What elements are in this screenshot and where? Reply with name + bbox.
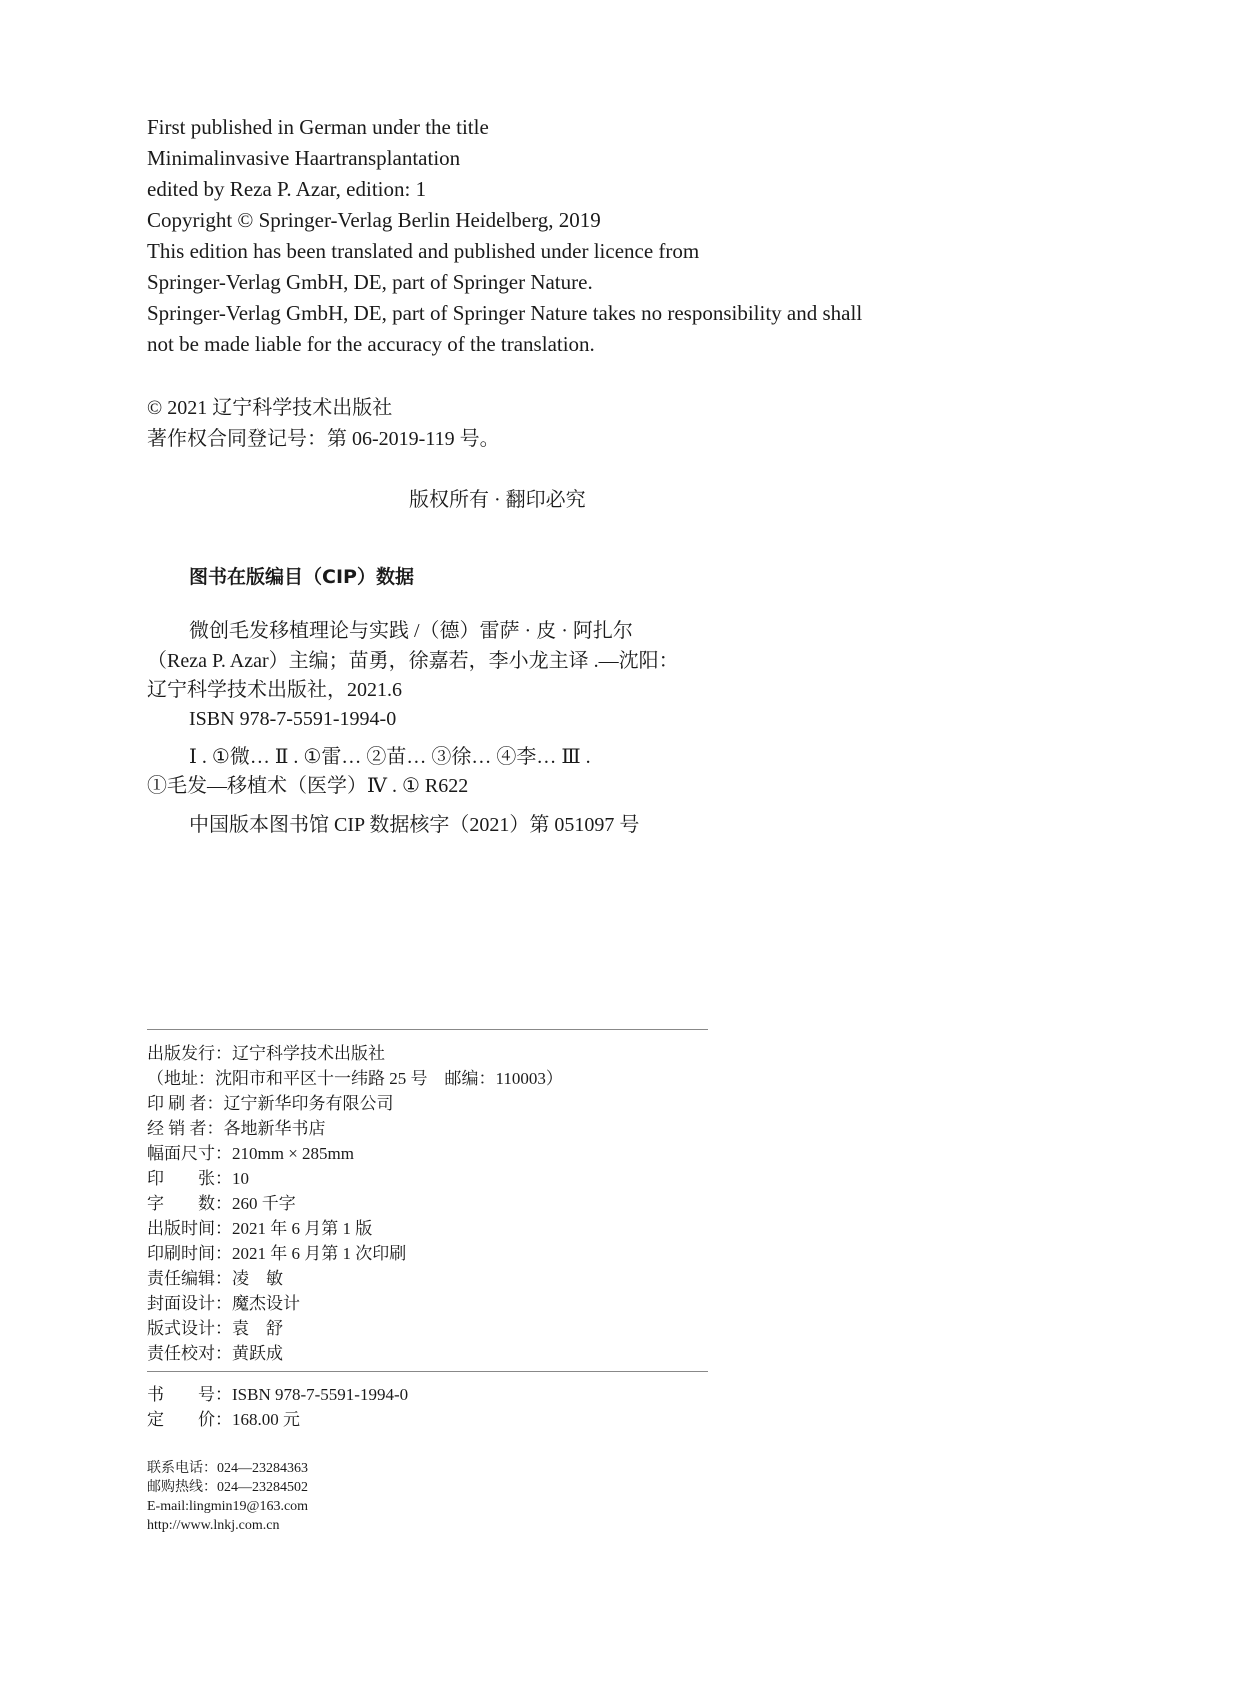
english-line-4: Copyright © Springer-Verlag Berlin Heidelberg, 2019 <box>147 208 601 232</box>
imprint-printer: 印 刷 者：辽宁新华印务有限公司 <box>147 1094 394 1113</box>
imprint-top-rule <box>147 1029 708 1030</box>
book-price: 定 价：168.00 元 <box>147 1410 300 1429</box>
imprint-layout-design: 版式设计：袁 舒 <box>147 1319 283 1338</box>
cip-line-4: ISBN 978-7-5591-1994-0 <box>189 708 397 730</box>
english-line-2: Minimalinvasive Haartransplantation <box>147 146 461 170</box>
cip-line-2: （Reza P. Azar）主编；苗勇，徐嘉若，李小龙主译 .—沈阳： <box>147 650 679 672</box>
english-line-7: Springer-Verlag GmbH, DE, part of Springer Nature takes no responsibility and shall <box>147 301 863 325</box>
imprint-proofreader: 责任校对：黄跃成 <box>147 1344 283 1363</box>
contact-website: http://www.lnkj.com.cn <box>147 1518 280 1533</box>
copyright-cn-line-1: © 2021 辽宁科学技术出版社 <box>147 397 393 419</box>
english-line-5: This edition has been translated and published under licence from <box>147 239 700 263</box>
english-line-1: First published in German under the title <box>147 115 489 139</box>
imprint-address: （地址：沈阳市和平区十一纬路 25 号 邮编：110003） <box>147 1069 563 1088</box>
imprint-print-date: 印刷时间：2021 年 6 月第 1 次印刷 <box>147 1244 407 1263</box>
imprint-cover-design: 封面设计：魔杰设计 <box>147 1294 300 1313</box>
copyright-cn-line-2: 著作权合同登记号：第 06-2019-119 号。 <box>147 428 500 450</box>
rights-notice: 版权所有 · 翻印必究 <box>409 489 586 511</box>
imprint-sheets: 印 张：10 <box>147 1169 249 1188</box>
cip-line-1: 微创毛发移植理论与实践 /（德）雷萨 · 皮 · 阿扎尔 <box>189 620 633 642</box>
cip-line-3: 辽宁科学技术出版社，2021.6 <box>147 679 402 701</box>
cip-heading: 图书在版编目（CIP）数据 <box>189 566 414 588</box>
imprint-distributor: 经 销 者：各地新华书店 <box>147 1119 326 1138</box>
book-isbn: 书 号：ISBN 978-7-5591-1994-0 <box>147 1385 409 1404</box>
contact-email: E-mail:lingmin19@163.com <box>147 1499 309 1514</box>
imprint-bottom-rule <box>147 1371 708 1372</box>
imprint-publisher: 出版发行：辽宁科学技术出版社 <box>147 1044 385 1063</box>
english-line-8: not be made liable for the accuracy of the translation. <box>147 332 595 356</box>
english-line-3: edited by Reza P. Azar, edition: 1 <box>147 177 427 201</box>
imprint-editor: 责任编辑：凌 敏 <box>147 1269 283 1288</box>
imprint-word-count: 字 数：260 千字 <box>147 1194 296 1213</box>
cip-line-6: ①毛发—移植术（医学）Ⅳ . ① R622 <box>147 775 469 797</box>
contact-phone: 联系电话：024—23284363 <box>147 1461 308 1476</box>
cip-line-5: Ⅰ . ①微… Ⅱ . ①雷… ②苗… ③徐… ④李… Ⅲ . <box>189 746 591 768</box>
imprint-format: 幅面尺寸：210mm × 285mm <box>147 1144 354 1163</box>
contact-mail-order: 邮购热线：024—23284502 <box>147 1480 308 1495</box>
english-line-6: Springer-Verlag GmbH, DE, part of Springer Nature. <box>147 270 593 294</box>
imprint-publish-date: 出版时间：2021 年 6 月第 1 版 <box>147 1219 373 1238</box>
cip-line-7: 中国版本图书馆 CIP 数据核字（2021）第 051097 号 <box>189 814 640 836</box>
